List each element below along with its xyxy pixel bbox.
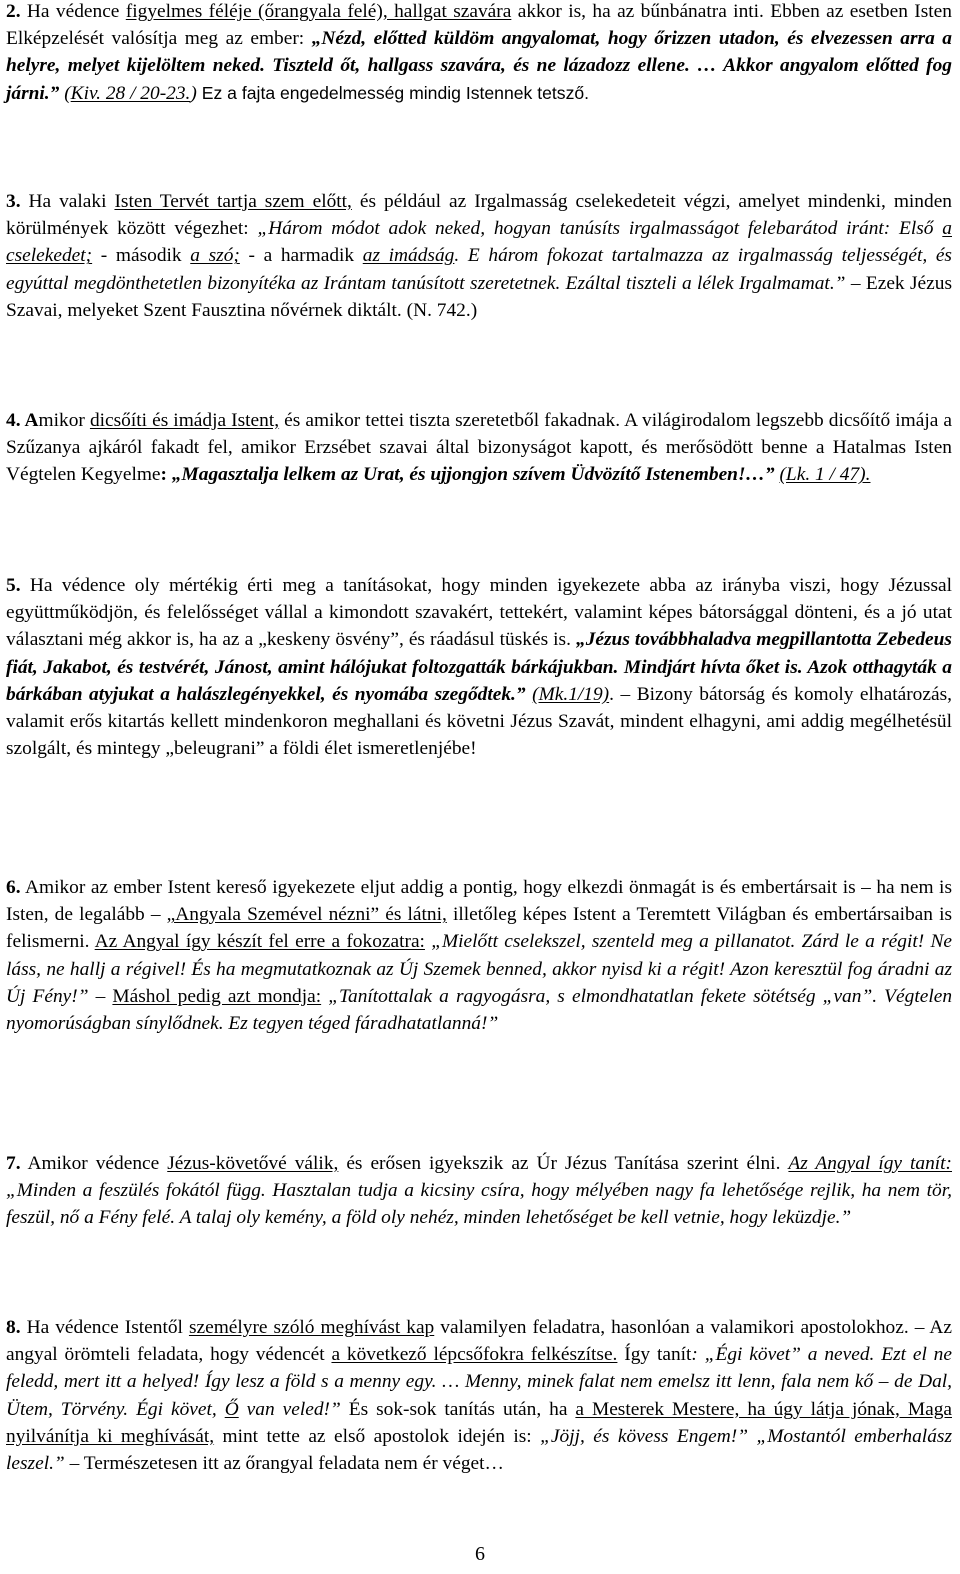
- text: valamilyen feladatra, hasonlóan a valamikori apostolokhoz. – Az angyal örömteli feladata, hogy védencét: [6, 1317, 952, 1366]
- item-number: 2.: [6, 1, 21, 22]
- underlined-phrase: a cselekedet;: [6, 218, 952, 267]
- underlined-phrase: a következő lépcsőfokra felkészítse.: [331, 1344, 618, 1366]
- text: (: [59, 82, 71, 104]
- angel-quote: „Tanítottalak a ragyogásra, s elmondhatatlan fekete sötétség „van”. Végtelen nyomorúságban sínylődnek. Ez tegyen téged fáradhatatlanná!”: [6, 985, 953, 1035]
- paragraph-4: [6, 407, 952, 489]
- underlined-phrase: figyelmes féléje (őrangyala felé), hallgat szavára: [125, 1, 512, 22]
- paragraph-8: [6, 1314, 952, 1477]
- text: illetőleg képes Istent a Teremtett Világban és embertársaiban is felismerni.: [6, 904, 952, 953]
- bible-quote: „Jöjj, és kövess Engem!” „Mostantól emberhalász leszel.”: [6, 1425, 952, 1475]
- paragraph-6: [6, 874, 952, 1037]
- text: mikor: [38, 410, 90, 431]
- text: és például az Irgalmasság cselekedeteit végzi, amelyet mindenki, minden körülmények között végezhet:: [6, 191, 953, 240]
- paragraph-7: [6, 1150, 952, 1232]
- text: –: [88, 985, 113, 1007]
- bible-quote: „Nézd, előtted küldöm angyalomat, hogy őrizzen utadon, és elvezessen arra a helyre, melyet kijelöltem neked. Tiszteld őt, hallgass szavára, és ne lázadozz ellene. … Akkor angyalom előtted fog járni.”: [6, 28, 952, 104]
- text: :: [160, 464, 172, 486]
- underlined-phrase: Az Angyal így tanít:: [788, 1153, 952, 1174]
- underlined-phrase: Az Angyal így készít fel erre a fokozatra:: [94, 931, 425, 953]
- item-number: 5.: [6, 575, 21, 596]
- text: Ha valaki: [20, 191, 115, 212]
- angel-quote: „Mielőtt cselekszel, szenteld meg a pillanatot. Zárd le a régit! Ne láss, ne hallj a régivel! És ha megmutatkoznak az Új Szemek benned, akkor nyisd ki a régit! Azon keresztül fog áradni az Új Fény!”: [6, 931, 953, 1007]
- underlined-phrase: személyre szóló meghívást kap: [188, 1317, 435, 1338]
- text: és amikor tettei tiszta szeretetből fakadnak.: [279, 410, 621, 431]
- underlined-phrase: Isten Tervét tartja szem előtt,: [114, 191, 352, 212]
- bible-reference: Kiv. 28 / 20-23.: [70, 82, 191, 104]
- underlined-phrase: Ő: [224, 1398, 239, 1420]
- underlined-phrase: az imádság: [362, 245, 455, 267]
- angel-quote: „Minden a feszülés fokától függ. Hasztalan tudja a kicsiny csíra, hogy mélyében nagy fa lehetősége rejlik, ha nem tör, feszül, nő a Fény felé. A talaj oly kemény, a föld oly nehéz, minden lehetőséget be kell vetnie, hogy leküzdje.”: [6, 1180, 952, 1229]
- text: Ha védence: [20, 1, 126, 22]
- text: A: [20, 410, 39, 431]
- item-number: 4.: [6, 410, 21, 431]
- underlined-phrase: Jézus-követővé válik,: [167, 1153, 339, 1174]
- bible-quote: „Jézus továbbhaladva megpillantotta Zebedeus fiát, Jakabot, és testvérét, Jánost, amint hálójukat foltozgatták bárkájukban. Mindjárt hívta őket is. Azok otthagyták a bárkában atyjukat a halászlegényekkel, és nyomába szegődtek.”: [6, 629, 952, 705]
- item-number: 8.: [6, 1317, 21, 1338]
- underlined-phrase: Máshol pedig azt mondja:: [112, 985, 322, 1007]
- text: Amikor az ember Istent kereső igyekezete eljut addig a pontig, hogy elkezdi önmagát is és embertársait is – ha nem is Isten, de legalább –: [6, 877, 952, 926]
- text: Ha védence Istentől: [20, 1317, 189, 1338]
- quote: „Három módot adok neked, hogyan tanúsíts irgalmasságot felebarátod iránt: Első: [257, 218, 943, 240]
- underlined-phrase: dicsőíti és imádja Istent,: [89, 410, 280, 431]
- paragraph-5: [6, 572, 952, 762]
- underlined-phrase: a szó;: [190, 245, 240, 267]
- text: Ebben az esetben Isten Elképzelését valósítja meg az ember:: [6, 1, 952, 50]
- text: És sok-sok tanítás után, ha: [340, 1398, 576, 1420]
- underlined-phrase: „Angyala Szemével nézni” és látni,: [166, 904, 447, 926]
- item-number: 3.: [6, 191, 21, 212]
- text: ): [190, 82, 197, 104]
- text: – Ezek Jézus Szavai, melyeket Szent Fausztina nővérnek diktált. (N. 742.): [6, 272, 952, 321]
- item-number: 6.: [6, 877, 21, 898]
- paragraph-2: [6, 0, 952, 107]
- text: - második: [92, 245, 191, 267]
- underlined-phrase: a Mesterek Mestere, ha úgy látja jónak, Maga nyilvánítja ki meghívását,: [6, 1398, 952, 1447]
- text: Így tanít: [617, 1344, 692, 1366]
- paragraph-3: [6, 188, 952, 324]
- page-number: 6: [475, 1543, 485, 1565]
- text: - a harmadik: [239, 245, 363, 267]
- text: és erősen igyekszik az Úr Jézus Tanítása szerint élni.: [338, 1153, 781, 1174]
- bible-quote: „Magasztalja lelkem az Urat, és ujjongjon szívem Üdvözítő Istenemben!…”: [171, 464, 775, 486]
- text: akkor is, ha az bűnbánatra inti.: [511, 1, 764, 22]
- item-number: 7.: [6, 1153, 21, 1174]
- angel-quote: : „Égi követ” a neved. Ezt el ne feledd, mert itt a helyed! Így lesz a föld s a menny egy. … Menny, minek falat nem emelsz itt lenn, fala nem kő – de Dal, Ütem, Törvény. Égi követ,: [6, 1344, 952, 1420]
- text: – Természetesen itt az őrangyal feladata nem ér véget…: [64, 1453, 504, 1475]
- text: . – Bizony bátorság és komoly elhatározás, valamit erős kitartás kellett mindenkoron meghallani és követni Jézus Szavát, mindent elhagyni, ami addig megélhetésül szolgált, és mintegy „beleugrani” a földi élet ismeretlenjébe!: [6, 683, 952, 760]
- angel-quote: van veled!”: [238, 1398, 341, 1420]
- text: Amikor védence: [20, 1153, 168, 1174]
- text: A világirodalom legszebb dicsőítő imája a Szűzanya ajkáról fakadt fel, amikor Erzsébet szavai által bizonyságot kapott, és merősödött benne a Hatalmas Isten Végtelen Kegyelme: [6, 410, 953, 486]
- text: Ha védence oly mértékig érti meg a tanításokat, hogy minden igyekezete abba az irányba viszi, hogy Jézussal együttműködjön, és felelősséget vállal a kimondott szavakért, tettekért, valamint képes bátorsággal dönteni, és a jó utat választani még akkor is, ha az a „keskeny ösvény”, és ráadásul tüskés is.: [6, 575, 952, 651]
- bible-reference: (Mk.1/19): [532, 683, 610, 705]
- bible-reference: (Lk. 1 / 47).: [779, 464, 871, 486]
- quote: . E három fokozat tartalmazza az irgalmasság teljességét, és egyúttal megdönthetetlen bizonyítéka az Irántam tanúsított szeretetnek. Ezáltal tiszteli a lélek Irgalmamat.”: [6, 245, 952, 294]
- text: Ez a fajta engedelmesség mindig Istennek tetsző.: [196, 82, 590, 103]
- text: mint tette az első apostolok idején is:: [214, 1425, 541, 1447]
